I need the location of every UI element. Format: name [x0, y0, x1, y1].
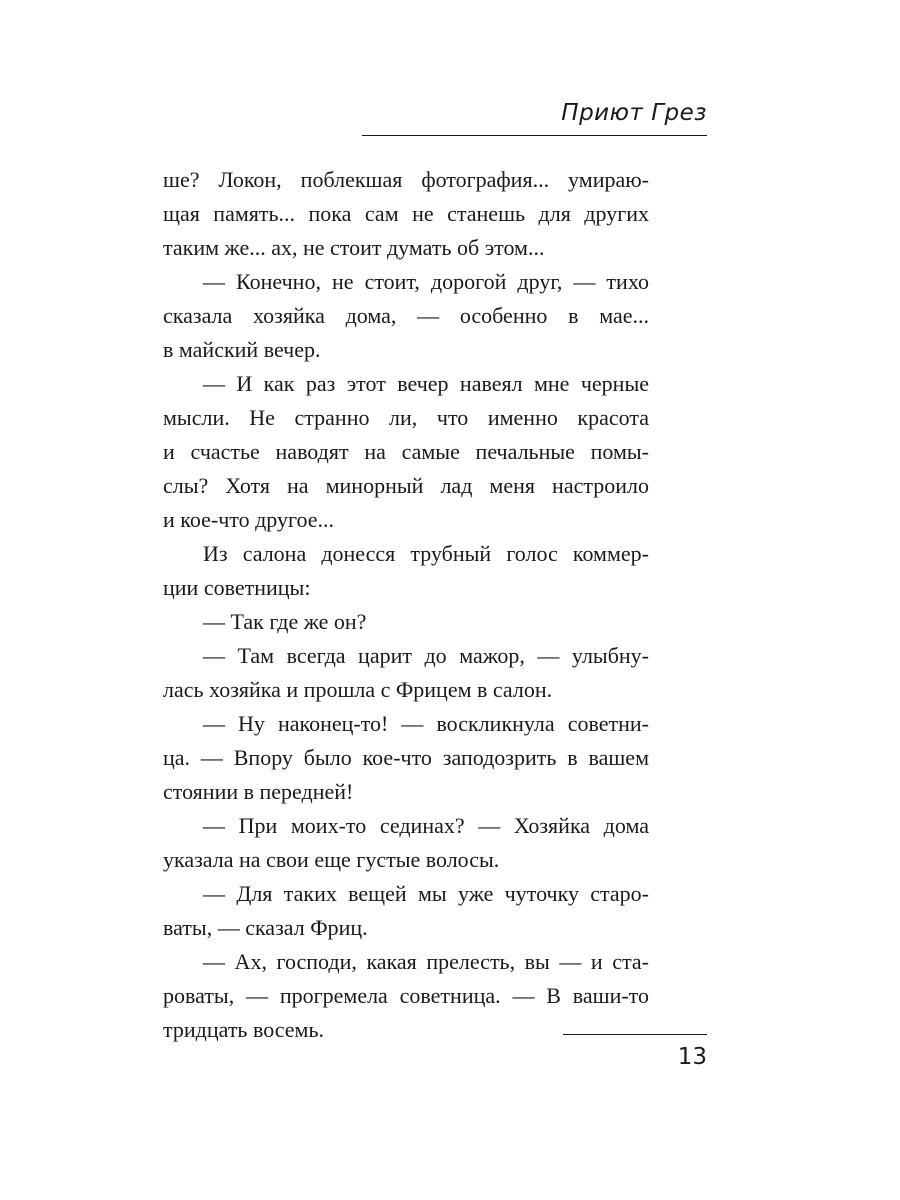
header-rule: [362, 135, 707, 136]
text-line: стоянии в передней!: [163, 779, 354, 804]
text-line: указала на свои еще густые волосы.: [163, 847, 500, 872]
text-line: сказала хозяйка дома, — особенно в мае...: [163, 303, 649, 328]
text-line: лась хозяйка и прошла с Фрицем в салон.: [163, 677, 553, 702]
body-text: [163, 163, 649, 1047]
text-line: — Ну наконец-то! — воскликнула советни-: [203, 711, 649, 736]
text-line: и кое-что другое...: [163, 507, 335, 532]
text-line: роваты, — прогремела советница. — В ваши-то: [163, 983, 649, 1008]
text-line: и счастье наводят на самые печальные помы-: [163, 439, 649, 464]
text-line: ции советницы:: [163, 575, 311, 600]
running-title: Приют Грез: [561, 100, 707, 126]
text-line: ше? Локон, поблекшая фотография... умираю-: [163, 167, 649, 192]
text-line: щая память... пока сам не станешь для других: [163, 201, 649, 226]
text-line: слы? Хотя на минорный лад меня настроило: [163, 473, 649, 498]
text-line: — Так где же он?: [203, 609, 367, 634]
text-line: мысли. Не странно ли, что именно красота: [163, 405, 649, 430]
text-line: ца. — Впору было кое-что заподозрить в вашем: [163, 745, 649, 770]
text-line: — Для таких вещей мы уже чуточку старо-: [203, 881, 649, 906]
text-line: в майский вечер.: [163, 337, 321, 362]
text-line: тридцать восемь.: [163, 1017, 325, 1042]
text-line: — Конечно, не стоит, дорогой друг, — тихо: [203, 269, 649, 294]
text-line: — Там всегда царит до мажор, — улыбну-: [203, 643, 649, 668]
text-line: таким же... ах, не стоит думать об этом...: [163, 235, 545, 260]
text-line: — И как раз этот вечер навеял мне черные: [203, 371, 649, 396]
text-line: — Ах, господи, какая прелесть, вы — и ста-: [203, 949, 649, 974]
text-line: ваты, — сказал Фриц.: [163, 915, 368, 940]
page-number: 13: [677, 1044, 707, 1070]
text-line: — При моих-то сединах? — Хозяйка дома: [203, 813, 649, 838]
text-line: Из салона донесся трубный голос коммер-: [203, 541, 649, 566]
footer-rule: [563, 1034, 707, 1035]
